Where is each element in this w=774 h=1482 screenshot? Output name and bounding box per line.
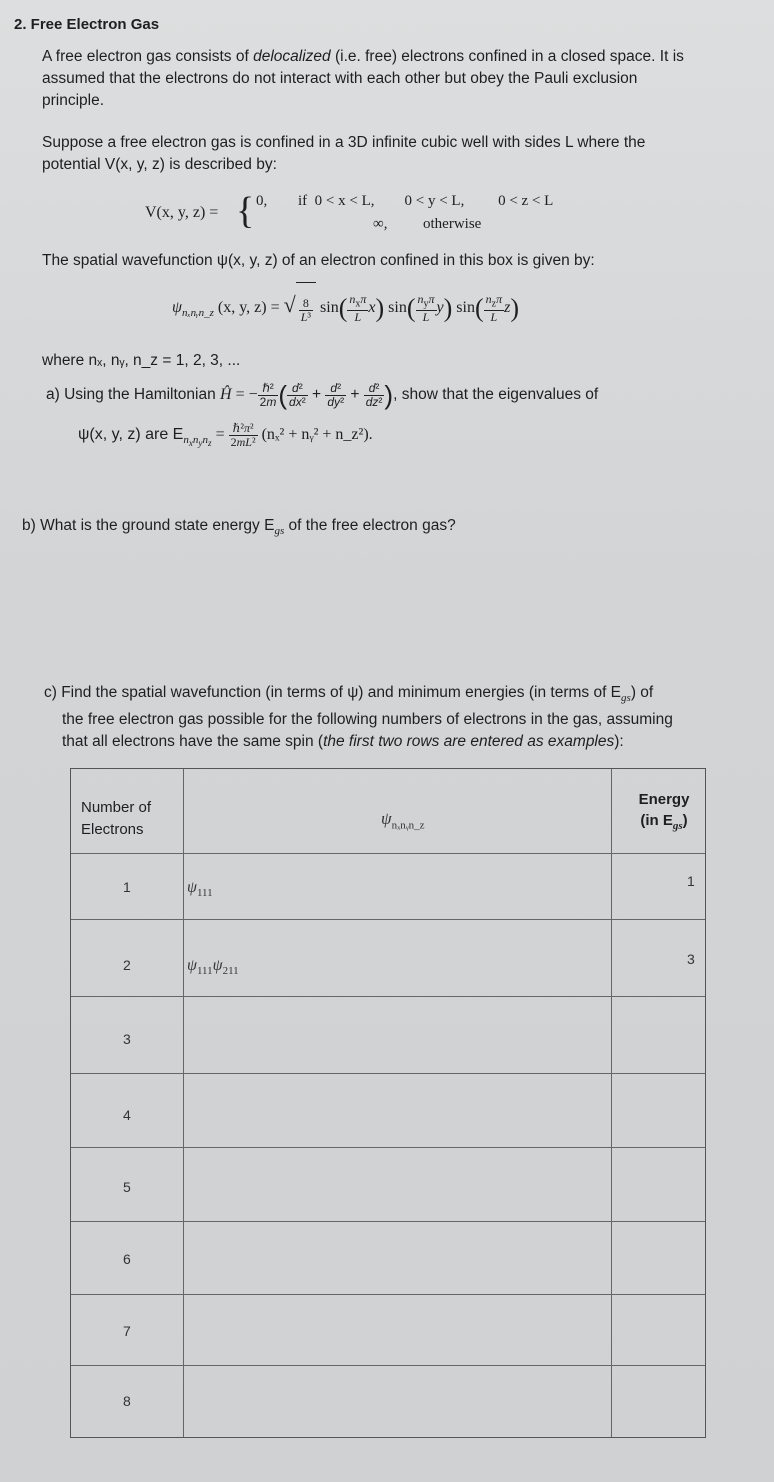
wavefunction-symbol: $\psi_{n_xnᵧn\_z}$: [172, 299, 214, 320]
intro-line-3: principle.: [42, 92, 105, 109]
row-2-wavefunction: $\psi_{111}\psi_{211}$: [187, 957, 239, 978]
intro-line-2: assumed that the electrons do not interact with each other but obey the Pauli exclusion: [42, 70, 638, 87]
potential-case-1-value: 0,: [256, 193, 268, 209]
table-row-divider: [71, 1221, 705, 1222]
wavefunction-intro: The spatial wavefunction ψ(x, y, z) of an electron confined in this box is given by:: [42, 252, 595, 269]
where-line: where nₓ, nᵧ, n_z = 1, 2, 3, ...: [42, 352, 241, 369]
setup-line-2: potential V(x, y, z) is described by:: [42, 156, 277, 173]
question-title: 2. Free Electron Gas: [14, 16, 160, 33]
table-header-divider: [71, 853, 705, 854]
part-b: b) What is the ground state energy $E_{gs}$ of the free electron gas?: [22, 517, 456, 538]
wavefunction-equation: $\psi_{n_xnᵧn\_z}$ (x, y, z) = √ $\frac{8}{\text{L³}}$ sin( $\frac{n_x\pi}{L}$ x) sin( $\frac{n_y\pi}{L}$ y) sin( $\frac{n_z\pi}{L}$ z): [172, 280, 519, 330]
potential-lhs: V(x, y, z) =: [145, 204, 219, 221]
setup-paragraph: [42, 132, 742, 176]
row-8-electrons: 8: [123, 1393, 131, 1409]
intro-text-1: A free electron gas consists of: [42, 48, 249, 65]
table-col-divider-2: [611, 769, 612, 1437]
potential-case-1-condition: if 0 < x < L, 0 < y < L, 0 < z < L: [298, 193, 554, 209]
part-a-line-2: ψ(x, y, z) are $E_{n_xn_yn_z}$ = $\frac{\text{ℏ²π²}}{\text{2mL²}}$ (nₓ² + nᵧ² + n_z²).: [78, 420, 373, 449]
header-wavefunction: $\psi_{n_xnᵧn\_z}$: [381, 809, 425, 832]
table-col-divider-1: [183, 769, 184, 1437]
header-energy: Energy (in $E_{gs}$): [638, 791, 690, 832]
row-7-electrons: 7: [123, 1323, 131, 1339]
intro-text-2: (i.e. free) electrons confined in a closed space. It is: [334, 48, 684, 65]
header-number-of-electrons: Number of Electrons: [81, 799, 152, 838]
potential-brace: {: [236, 190, 255, 232]
table-row-divider: [71, 919, 705, 920]
table-row-divider: [71, 1147, 705, 1148]
row-1-energy: 1: [687, 873, 695, 889]
row-1-wavefunction: $\psi_{111}$: [187, 879, 213, 900]
row-2-electrons: 2: [123, 957, 131, 973]
table-row-divider: [71, 996, 705, 997]
setup-line-1: Suppose a free electron gas is confined in a 3D infinite cubic well with sides L where the: [42, 134, 646, 151]
row-4-electrons: 4: [123, 1107, 131, 1123]
potential-case-2-value: ∞,: [373, 216, 388, 232]
table-row-divider: [71, 1294, 705, 1295]
row-1-electrons: 1: [123, 879, 131, 895]
row-3-electrons: 3: [123, 1031, 131, 1047]
intro-paragraph: [42, 46, 742, 112]
wavefunction-args: (x, y, z) =: [217, 299, 280, 316]
table-row-divider: [71, 1365, 705, 1366]
table-row-divider: [71, 1073, 705, 1074]
part-a-line-1: a) Using the Hamiltonian Ĥ = − $\frac{\text{ℏ²}}{2m}$ ( $\frac{\text{d²}}{\text{dx²}}$ + $\frac{\text{d²}}{\text{dy²}}$ + $\frac{\text{d²}}{\text{dz²}}$ ), show that the eigenvalues of: [46, 380, 599, 410]
row-5-electrons: 5: [123, 1179, 131, 1195]
answer-table: [70, 768, 706, 1438]
part-c: c) Find the spatial wavefunction (in terms of ψ) and minimum energies (in terms of $E_{gs}$) of the free electron gas possible for the following numbers of electrons in the gas, assuming that all electrons have the same spin (the first two rows are entered as examples):: [44, 684, 673, 751]
potential-case-2-condition: otherwise: [423, 216, 482, 232]
row-2-energy: 3: [687, 951, 695, 967]
row-6-electrons: 6: [123, 1251, 131, 1267]
intro-italic: delocalized: [253, 48, 331, 65]
sqrt-term: $\frac{8}{\text{L³}}$: [296, 282, 316, 335]
